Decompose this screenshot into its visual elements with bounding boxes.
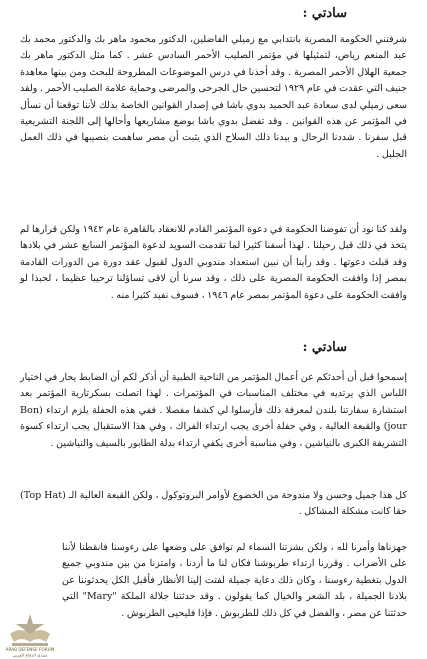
logo-text-ar: منتدى الدفاع العربي	[12, 652, 48, 658]
paragraph-2-3: جهزناها وأمرنا لله ، ولكن بشرتنا السماء لم توافق على وضعها على رءوسنا فانقطنا لأننا على الأضراب . وقررنا ارتداء طربوشنا فكان لنا ما أردنا ، وامتزنا من بين مندوبي جميع الدول بتغطية رءوسنا ، وكان ذلك دعاية جميلة لفتت إلينا الأنظار فأقبل الكل يحدثوننا عن بلادنا الجميلة ، بلد الشعر والخيال كما يقولون . وقد حدثتنا جلالة الملكة "Mary" التي حدثتنا عن مصر ، والفضل في كل ذلك للطربوش . فإذا فليحيى الطربوش .	[62, 542, 407, 619]
logo-text-en: ARAB DEFENSE FORUM	[5, 647, 55, 652]
paragraph-1-1: شرفتني الحكومة المصرية بانتدابي مع زميلي الفاضلين، الدكتور محمود ماهر بك والدكتور محمد بك عبد المنعم رياض، لتمثيلها في مؤتمر الصليب الأحمر السادس عشر . كما مثل الدكتور ماهر بك جمعية الهلال الأحمر المصرية . وقد أخذنا في درس الموضوعات المطروحة للبحث ومن بينها معاهدة جنيف التي عقدت في عام ١٩٢٩ لتحسين حال الجرحى والمرضى وحماية علامة الصليب الأحمر . ولقد سعى زميلي لدى سعادة عبد الحميد بدوي باشا في إصدار القوانين الخاصة بذلك لأننا توقعنا أن نسأل في المؤتمر عن هذه القوانين . وقد تفضل بدوي باشا بوضع مشاريعها وأحالها إلى اللجنة التشريعية قبل سفرنا . شددنا الرحال و بيدنا ذلك السلاح الذي يثبت أن مصر ساهمت بنصيبها في ذلك العمل الجليل .	[20, 34, 407, 160]
paragraph-2-2: كل هذا جميل وحسن ولا مندوحة من الخضوع لأوامر البروتوكول ، ولكن القبعة العالية الـ (Top Hat) حقا كانت مشكلة المشاكل .	[20, 490, 408, 518]
forum-watermark-logo	[2, 612, 58, 658]
section-heading-2: سادتي :	[302, 340, 347, 355]
paragraph-1-2: ولقد كنا نود أن تفوضنا الحكومة في دعوة المؤتمر القادم للانعقاد بالقاهرة عام ١٩٤٢ ولكن قرارها لم يتخذ في ذلك قبل رحيلنا . لهذا أسفنا كثيرا لما تقدمت السويد لدعوة المؤتمر السابع عشر في بلادها وقد قبلت دعوتها . وقد رأينا أن نبين استعداد مندوبي الدول لقبول عقد دورة من الدورات القادمة بمصر إذا وافقت الحكومة المصرية على ذلك ، وقد سرنا أن لاقى تساؤلنا ترحيبا عظيما ، لحبذا لو وافقت الحكومة على دعوة المؤتمر بمصر عام ١٩٤٦ ، فسوف نفيد كثيرا منه .	[20, 224, 407, 301]
paragraph-2-1: إسمحوا قبل أن أحدثكم عن أعمال المؤتمر من الناحية الطبية أن أذكر لكم أن الضابط يحار في اختيار اللباس الذي يرتديه في مختلف المناسبات في المؤتمرات . لهذا اتصلت بسكرتارية المؤتمر بعد استشارة سفارتنا بلندن لمعرفة ذلك فأرسلوا لي كشفا مفصلا . ففي هذه الحفلة يلزم ارتداء (Bon jour) والقبعة العالية ، وفي حفلة أخرى يجب ارتداء الفراك ، وفي هذا الاستقبال يجب ارتداء كسوة التشريفة الكبرى بالنياشين ، وفي مناسبة أخرى يكفي ارتداء بدلة الطابور بالسيف والنياشين .	[20, 372, 407, 449]
section-heading-1: سادتي :	[302, 6, 347, 21]
